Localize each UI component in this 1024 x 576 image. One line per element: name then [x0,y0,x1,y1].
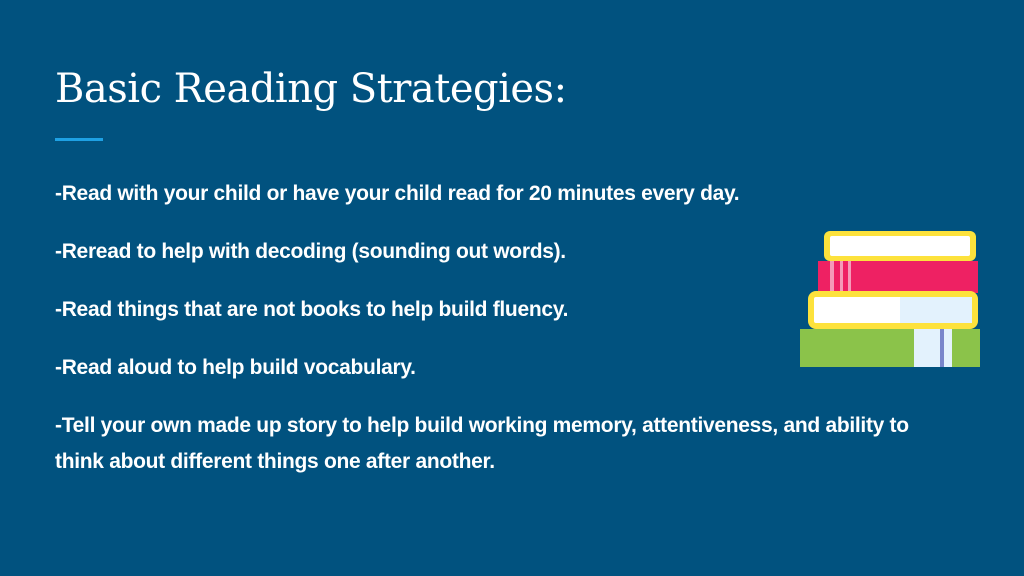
title-accent-line [55,138,103,141]
bullet-reread-decoding: -Reread to help with decoding (sounding out words). [55,240,566,263]
book-pink [818,261,978,293]
slide-title: Basic Reading Strategies: [55,66,567,112]
stack-of-books-icon [800,229,982,369]
book-top [824,231,976,261]
bullet-read-20-minutes: -Read with your child or have your child read for 20 minutes every day. [55,182,740,205]
bullet-read-aloud: -Read aloud to help build vocabulary. [55,356,416,379]
book-yellow [808,291,978,329]
bullet-tell-story: -Tell your own made up story to help build working memory, attentiveness, and ability to think about different things one after another. [55,414,909,473]
book-green [800,329,980,367]
bullet-read-non-books: -Read things that are not books to help build fluency. [55,298,569,321]
